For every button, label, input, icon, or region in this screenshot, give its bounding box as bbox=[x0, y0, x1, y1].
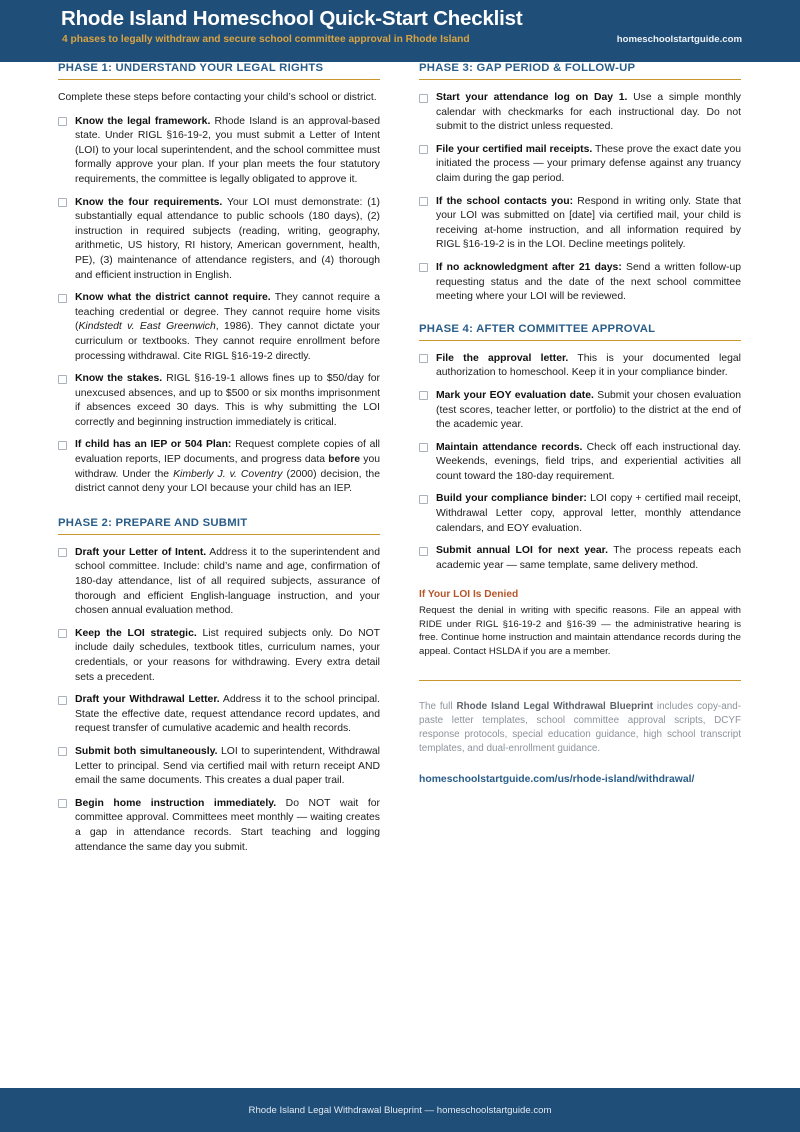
item-body-pre: Request complete copies of all evaluation reports, IEP documents, and progress data bbox=[75, 439, 380, 466]
item-lead: Submit annual LOI for next year. bbox=[436, 545, 609, 557]
item-lead: Submit both simultaneously. bbox=[75, 745, 218, 757]
item-lead: Maintain attendance records. bbox=[436, 441, 583, 453]
checklist-item[interactable] bbox=[419, 389, 741, 433]
item-lead: Keep the LOI strategic. bbox=[75, 627, 197, 639]
phase-1-block bbox=[58, 62, 380, 497]
checkbox-icon[interactable] bbox=[58, 198, 67, 207]
item-lead: Begin home instruction immediately. bbox=[75, 797, 277, 809]
item-body-pre: They cannot require a teaching credential or degree. They cannot require home visits ( bbox=[75, 292, 380, 333]
checklist-item[interactable] bbox=[419, 441, 741, 485]
item-lead: Know what the district cannot require. bbox=[75, 292, 271, 304]
page-footer bbox=[0, 1088, 800, 1132]
checkbox-icon[interactable] bbox=[58, 294, 67, 303]
item-lead: If child has an IEP or 504 Plan: bbox=[75, 439, 232, 451]
checkbox-icon[interactable] bbox=[419, 94, 428, 103]
item-body: List required subjects only. Do NOT include daily schedules, textbook titles, curriculum names, your credentials, or your reasons for withdrawing. Every extra detail sets a precedent. bbox=[75, 627, 381, 683]
case-citation: Kindstedt v. East Greenwich bbox=[78, 321, 216, 333]
phase-3-checklist bbox=[419, 91, 741, 305]
promo-text bbox=[419, 700, 741, 756]
checkbox-icon[interactable] bbox=[419, 145, 428, 154]
checklist-item[interactable] bbox=[419, 544, 741, 573]
checkbox-icon[interactable] bbox=[58, 117, 67, 126]
checklist-item[interactable] bbox=[58, 115, 380, 188]
item-emphasis: before bbox=[328, 454, 361, 466]
checklist-item[interactable] bbox=[58, 291, 380, 364]
checkbox-icon[interactable] bbox=[58, 548, 67, 557]
phase-2-heading: PHASE 2: PREPARE AND SUBMIT bbox=[58, 516, 248, 529]
item-lead: Draft your Withdrawal Letter. bbox=[75, 694, 220, 706]
checkbox-icon[interactable] bbox=[58, 696, 67, 705]
item-body: Address it to the school principal. State the effective date, request attendance record updates, and request transfer of cumulative academic and health records. bbox=[75, 694, 380, 735]
item-body: These prove the exact date you initiated the process — your primary defense against any truancy claim during the gap period. bbox=[436, 143, 741, 184]
item-body: Submit your chosen evaluation (test scores, teacher letter, or portfolio) to the district at the end of the academic year. bbox=[436, 389, 742, 431]
checklist-item[interactable] bbox=[58, 372, 380, 430]
phase-2-rule bbox=[58, 534, 380, 535]
denied-heading: If Your LOI Is Denied bbox=[419, 589, 519, 601]
phase-1-heading: PHASE 1: UNDERSTAND YOUR LEGAL RIGHTS bbox=[58, 62, 324, 74]
checkbox-icon[interactable] bbox=[419, 443, 428, 452]
item-lead: Build your compliance binder: bbox=[436, 493, 587, 505]
checkbox-icon[interactable] bbox=[58, 629, 67, 638]
item-lead: Know the legal framework. bbox=[75, 115, 211, 127]
phase-2-checklist bbox=[58, 546, 380, 855]
checkbox-icon[interactable] bbox=[58, 799, 67, 808]
item-body: This is your documented legal authorization to homeschool. Keep it in your compliance binder. bbox=[436, 352, 741, 379]
denied-callout bbox=[419, 589, 741, 658]
checkbox-icon[interactable] bbox=[419, 391, 428, 400]
checklist-item[interactable] bbox=[58, 438, 380, 496]
page-header bbox=[0, 0, 800, 62]
phase-3-heading: PHASE 3: GAP PERIOD & FOLLOW-UP bbox=[419, 62, 636, 74]
phase-4-checklist bbox=[419, 352, 741, 574]
phase-3-block bbox=[419, 62, 741, 305]
spacer bbox=[419, 573, 741, 589]
phase-1-intro: Complete these steps before contacting your child’s school or district. bbox=[58, 92, 377, 103]
item-body: LOI copy + certified mail receipt, Withdrawal Letter copy, approval letter, monthly attendance calendars, and EOY evaluation. bbox=[436, 493, 742, 534]
promo-divider bbox=[419, 680, 741, 681]
phase-3-rule bbox=[419, 79, 741, 80]
checklist-item[interactable] bbox=[419, 492, 741, 536]
promo-text-post: includes copy-and-paste letter templates, school committee approval scripts, DCYF response protocols, special education guidance, high school transcript templates, and dual-enrollment guidance. bbox=[419, 701, 741, 755]
item-lead: If the school contacts you: bbox=[436, 195, 574, 207]
checkbox-icon[interactable] bbox=[419, 263, 428, 272]
item-lead: Mark your EOY evaluation date. bbox=[436, 389, 594, 401]
item-body: Check off each instructional day. Weekends, evenings, field trips, and experiential activities all count toward the 180-day requirement. bbox=[436, 441, 741, 482]
item-lead: Know the four requirements. bbox=[75, 196, 223, 208]
phase-2-block bbox=[58, 517, 380, 855]
item-body: Respond in writing only. State that your LOI was submitted on [date] via certified mail, your child is receiving at-home instruction, and all information required by RIGL §16-19-2 is in the LOI. Decline meetings politely. bbox=[436, 195, 741, 251]
item-lead: If no acknowledgment after 21 days: bbox=[436, 261, 622, 273]
item-lead: File your certified mail receipts. bbox=[436, 143, 593, 155]
checklist-item[interactable] bbox=[58, 627, 380, 685]
item-lead: File the approval letter. bbox=[436, 352, 569, 364]
checkbox-icon[interactable] bbox=[419, 197, 428, 206]
item-body: Use a simple monthly calendar with checkmarks for each instructional day. Do not submit to the district unless requested. bbox=[436, 92, 741, 133]
phase-4-block bbox=[419, 323, 741, 574]
checkbox-icon[interactable] bbox=[58, 375, 67, 384]
checklist-item[interactable] bbox=[58, 693, 380, 737]
denied-body: Request the denial in writing with specific reasons. File an appeal with RIDE under RIGL §16-19-2 and §16-39 — the administrative hearing is free. Continue home instruction and maintain attendance records during the appeal. Contact HSLDA if you are a member. bbox=[419, 605, 741, 657]
item-body-mid: you withdraw. Under the bbox=[75, 454, 381, 480]
header-site-url: homeschoolstartguide.com bbox=[616, 34, 742, 45]
item-body-post: (2000) decision, the district cannot deny your LOI because your child has an IEP. bbox=[75, 468, 380, 495]
checkbox-icon[interactable] bbox=[419, 547, 428, 556]
checklist-item[interactable] bbox=[419, 195, 741, 253]
checkbox-icon[interactable] bbox=[419, 495, 428, 504]
promo-text-pre: The full bbox=[419, 701, 457, 713]
checklist-item[interactable] bbox=[58, 196, 380, 284]
promo-block bbox=[419, 700, 741, 787]
item-body: Do NOT wait for committee approval. Committees meet monthly — waiting creates a gap in attendance records. Start teaching and logging attendance the same day you submit. bbox=[75, 797, 380, 853]
page-subtitle: 4 phases to legally withdraw and secure school committee approval in Rhode Island bbox=[62, 34, 470, 45]
item-body: Send a written follow-up requesting status and the date of the next school committee meeting where your LOI will be reviewed. bbox=[436, 261, 742, 303]
phase-4-heading: PHASE 4: AFTER COMMITTEE APPROVAL bbox=[419, 322, 656, 335]
footer-text: Rhode Island Legal Withdrawal Blueprint — homeschoolstartguide.com bbox=[248, 1105, 552, 1116]
item-body: Rhode Island is an approval-based state. Under RIGL §16-19-2, you must submit a Letter of Intent (LOI) to your local superintendent, and the school committee must formally approve your plan. If your plan meets the four statutory requirements, the committee is legally obligated to approve it. bbox=[75, 115, 380, 185]
checkbox-icon[interactable] bbox=[58, 441, 67, 450]
item-lead: Know the stakes. bbox=[75, 373, 163, 385]
checklist-item[interactable] bbox=[419, 261, 741, 305]
phase-4-rule bbox=[419, 340, 741, 341]
checklist-item[interactable] bbox=[58, 797, 380, 855]
checklist-item[interactable] bbox=[419, 352, 741, 381]
case-citation: Kimberly J. v. Coventry bbox=[173, 468, 283, 480]
checklist-item[interactable] bbox=[419, 143, 741, 187]
right-column bbox=[419, 62, 741, 787]
promo-product-name: Rhode Island Legal Withdrawal Blueprint bbox=[456, 701, 654, 713]
spacer bbox=[58, 497, 380, 517]
item-body: The process repeats each academic year — same template, same delivery method. bbox=[436, 545, 741, 571]
item-body: Address it to the superintendent and school committee. Include: child’s name and age, confirmation of 180-day attendance, list of all required subjects, assurance of thorough and efficient English-language instruction, and your chosen annual evaluation method. bbox=[75, 546, 380, 617]
checkbox-icon[interactable] bbox=[58, 747, 67, 756]
item-body-post: , 1986). They cannot dictate your curriculum or textbooks. They cannot require enrollment before processing withdrawal. Cite RIGL §16-19-2 directly. bbox=[75, 321, 380, 362]
promo-link[interactable]: homeschoolstartguide.com/us/rhode-island/withdrawal/ bbox=[419, 774, 695, 786]
item-body: RIGL §16-19-1 allows fines up to $50/day for unexcused absences, and up to $500 or six months imprisonment if absences exceed 30 days. This is why submitting the LOI correctly and beginning instruction immediately is critical. bbox=[75, 373, 380, 428]
checklist-item[interactable] bbox=[58, 745, 380, 789]
item-body: LOI to superintendent, Withdrawal Letter to principal. Send via certified mail with return receipt AND email the same documents. This creates a dual paper trail. bbox=[75, 745, 380, 787]
spacer bbox=[419, 305, 741, 323]
item-lead: Start your attendance log on Day 1. bbox=[436, 92, 628, 103]
page-title: Rhode Island Homeschool Quick-Start Checklist bbox=[61, 7, 523, 30]
phase-1-rule bbox=[58, 79, 380, 80]
content-sheet bbox=[0, 62, 800, 1088]
left-column bbox=[58, 62, 380, 855]
item-lead: Draft your Letter of Intent. bbox=[75, 546, 207, 558]
item-body: Your LOI must demonstrate: (1) substantially equal attendance to public schools (180 days), (2) instruction in required subjects (reading, writing, geography, arithmetic, US history, RI history, American government, health, PE), (3) maintenance of attendance registers, and (4) thorough and efficient instruction in English. bbox=[75, 196, 380, 281]
checklist-item[interactable] bbox=[419, 91, 741, 135]
checklist-item[interactable] bbox=[58, 546, 380, 619]
phase-1-checklist bbox=[58, 115, 380, 497]
checkbox-icon[interactable] bbox=[419, 354, 428, 363]
